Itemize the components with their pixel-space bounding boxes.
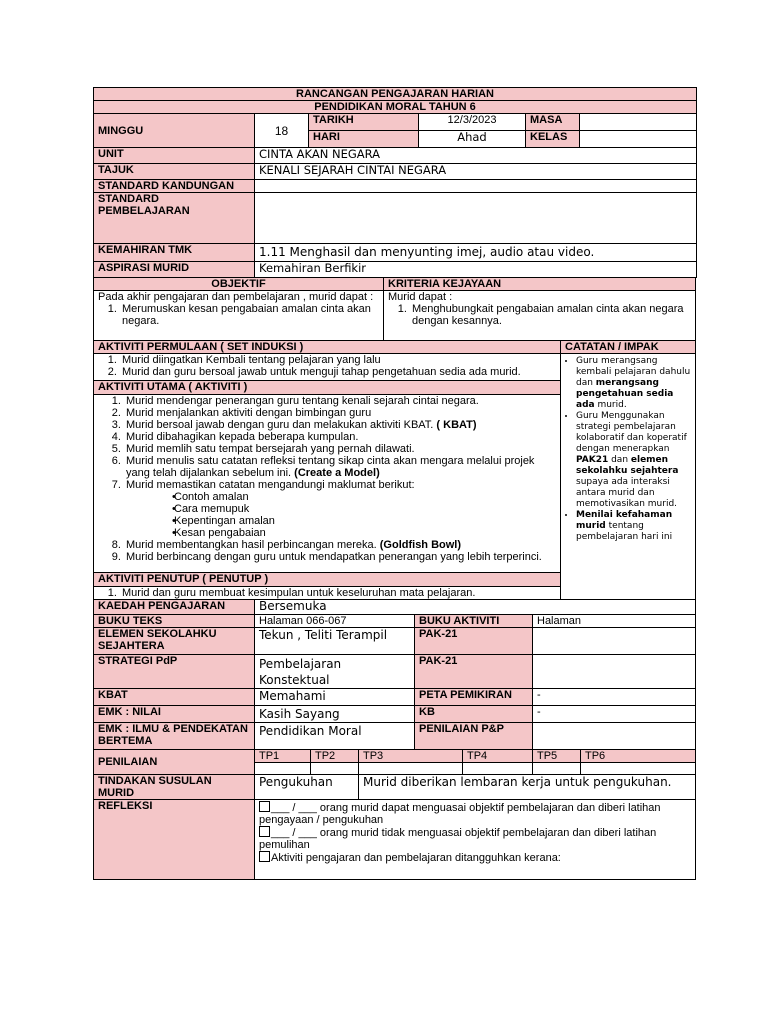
- tp1-value: [255, 763, 311, 775]
- unit-value: CINTA AKAN NEGARA: [255, 148, 697, 164]
- pak21-label-2: PAK-21: [415, 655, 533, 689]
- buku-aktiviti-value: Halaman: [533, 615, 696, 628]
- unit-label: UNIT: [94, 148, 255, 164]
- refleksi-content: [255, 800, 696, 880]
- utama-item-text: Murid menulis satu catatan refleksi tentang sikap cinta akan mengara melalui projek yang telah dijalankan sebelum ini.: [126, 455, 535, 479]
- standard-pembelajaran-label: STANDARD PEMBELAJARAN: [94, 193, 255, 244]
- buku-teks-label: BUKU TEKS: [94, 615, 255, 628]
- penutup-item: 1. Murid dan guru membuat kesimpulan untuk keseluruhan mata pelajaran.: [120, 587, 556, 599]
- tp2-value: [311, 763, 359, 775]
- buku-teks-value: Halaman 066-067: [255, 615, 415, 628]
- lesson-plan-document: [93, 87, 696, 880]
- utama-subitem: • Contoh amalan: [100, 491, 556, 503]
- tindakan-susulan-value: Pengukuhan: [255, 775, 359, 800]
- utama-item: 5. Murid memlih satu tempat bersejarah yang pernah dilawati.: [124, 443, 556, 455]
- standard-kandungan-label: STANDARD KANDUNGAN: [94, 180, 255, 193]
- catatan-content: [561, 354, 696, 600]
- pak21-value-2: [533, 655, 696, 689]
- utama-subitem: • Kepentingan amalan: [100, 515, 556, 527]
- utama-item: 9. Murid berbincang dengan guru untuk mendapatkan penerangan yang lebih terperinci.: [124, 551, 556, 563]
- objektif-item: 1. Merumuskan kesan pengabaian amalan cinta akan negara.: [120, 303, 379, 327]
- kaedah-value: Bersemuka: [255, 600, 696, 615]
- aspirasi-murid-value: Kemahiran Berfikir: [255, 262, 697, 278]
- doc-title: RANCANGAN PENGAJARAN HARIAN: [94, 88, 697, 101]
- activities-content: [94, 354, 561, 600]
- tindakan-susulan-label: TINDAKAN SUSULAN MURID: [94, 775, 255, 800]
- utama-item-tag: (Goldfish Bowl): [376, 539, 462, 551]
- utama-list: [98, 395, 556, 563]
- utama-item: 2. Murid menjalankan aktiviti dengan bimbingan guru: [124, 407, 556, 419]
- kriteria-list: [388, 303, 691, 327]
- bottom-table: [93, 599, 696, 880]
- refleksi-label: REFLEKSI: [94, 800, 255, 880]
- utama-content: [94, 395, 560, 572]
- elemen-value: Tekun , Teliti Terampil: [255, 628, 415, 655]
- tp6-cell: TP6: [581, 750, 696, 763]
- utama-item-text: Murid membentangkan hasil perbincangan mereka.: [126, 539, 377, 551]
- objektif-table: [93, 277, 696, 341]
- utama-label: AKTIVITI UTAMA ( AKTIVITI ): [94, 380, 560, 395]
- permulaan-item: 2. Murid dan guru bersoal jawab untuk menguji tahap pengetahuan sedia ada murid.: [120, 366, 556, 378]
- kriteria-label: KRITERIA KEJAYAAN: [384, 278, 696, 291]
- utama-item-tag: (Create a Model): [291, 467, 380, 479]
- utama-item: [124, 419, 556, 431]
- minggu-label: MINGGU: [94, 114, 255, 148]
- aspirasi-murid-label: ASPIRASI MURID: [94, 262, 255, 278]
- checkbox-icon[interactable]: [259, 851, 270, 862]
- penilaian-pp-label: PENILAIAN P&P: [415, 723, 533, 750]
- hari-value: Ahad: [419, 131, 526, 148]
- checkbox-icon[interactable]: [259, 801, 270, 812]
- refleksi-line: [259, 826, 691, 851]
- tp5-cell: TP5: [533, 750, 581, 763]
- catatan-item: • Guru Menggunakan strategi pembelajaran kolaboratif dan koperatif dengan menerapkan PAK21 dan elemen sekolahku sejahtera supaya ada interaksi antara murid dan memotivasikan murid.: [576, 411, 692, 510]
- tp4-cell: TP4: [463, 750, 533, 763]
- peta-pemikiran-label: PETA PEMIKIRAN: [415, 689, 533, 706]
- tp3-value: [359, 763, 463, 775]
- tp2-cell: TP2: [311, 750, 359, 763]
- permulaan-label: AKTIVITI PERMULAAN ( SET INDUKSI ): [94, 341, 561, 354]
- emk-nilai-value: Kasih Sayang: [255, 706, 415, 723]
- refleksi-text: ___ / ___ orang murid dapat menguasai objektif pembelajaran dan diberi latihan pengayaan / pengukuhan: [259, 802, 661, 826]
- tp3-cell: TP3: [359, 750, 463, 763]
- objektif-content: [94, 291, 384, 341]
- elemen-label: ELEMEN SEKOLAHKU SEJAHTERA: [94, 628, 255, 655]
- catatan-list: [564, 356, 692, 543]
- refleksi-line: [259, 801, 691, 826]
- tindakan-susulan-detail: Murid diberikan lembaran kerja untuk pengukuhan.: [359, 775, 696, 800]
- penilaian-pp-value: [533, 723, 696, 750]
- utama-item-tag: ( KBAT): [433, 419, 477, 431]
- standard-pembelajaran-value: [255, 193, 697, 244]
- utama-item-text: Murid bersoal jawab dengan guru dan melakukan aktiviti KBAT.: [126, 419, 434, 431]
- masa-label: MASA: [526, 114, 580, 131]
- catatan-item: • Guru merangsang kembali pelajaran dahulu dan merangsang pengetahuan sedia ada murid.: [576, 356, 692, 411]
- catatan-label: CATATAN / IMPAK: [561, 341, 696, 354]
- kb-label: KB: [415, 706, 533, 723]
- kbat-label: KBAT: [94, 689, 255, 706]
- doc-subtitle: PENDIDIKAN MORAL TAHUN 6: [94, 101, 697, 114]
- penutup-list: [98, 587, 556, 599]
- utama-item: 4. Murid dibahagikan kepada beberapa kumpulan.: [124, 431, 556, 443]
- tp6-value: [581, 763, 696, 775]
- header-table: [93, 87, 697, 278]
- utama-item: [124, 479, 556, 539]
- strategi-label: STRATEGI PdP: [94, 655, 255, 689]
- utama-item: 1. Murid mendengar penerangan guru tentang kenali sejarah cintai negara.: [124, 395, 556, 407]
- peta-pemikiran-value: -: [533, 689, 696, 706]
- objektif-list: [98, 303, 379, 327]
- refleksi-line: [259, 851, 691, 864]
- masa-value: [580, 114, 697, 131]
- tarikh-value: 12/3/2023: [419, 114, 526, 131]
- pak21-label: PAK-21: [415, 628, 533, 655]
- kelas-value: [580, 131, 697, 148]
- kemahiran-tmk-value: 1.11 Menghasil dan menyunting imej, audio atau video.: [255, 244, 697, 262]
- utama-item: [124, 455, 556, 479]
- minggu-value: 18: [255, 114, 309, 148]
- objektif-intro: Pada akhir pengajaran dan pembelajaran , murid dapat :: [98, 291, 374, 303]
- tarikh-label: TARIKH: [309, 114, 419, 131]
- pak21-value: [533, 628, 696, 655]
- kbat-value: Memahami: [255, 689, 415, 706]
- utama-sublist: [100, 491, 556, 539]
- tajuk-value: KENALI SEJARAH CINTAI NEGARA: [255, 164, 697, 180]
- kriteria-item: 1. Menghubungkait pengabaian amalan cinta akan negara dengan kesannya.: [410, 303, 691, 327]
- kaedah-label: KAEDAH PENGAJARAN: [94, 600, 255, 615]
- tajuk-label: TAJUK: [94, 164, 255, 180]
- emk-ilmu-label: EMK : ILMU & PENDEKATAN BERTEMA: [94, 723, 255, 750]
- buku-aktiviti-label: BUKU AKTIVITI: [415, 615, 533, 628]
- utama-item: [124, 539, 556, 551]
- tp5-value: [533, 763, 581, 775]
- emk-ilmu-value: Pendidikan Moral: [255, 723, 415, 750]
- penutup-label: AKTIVITI PENUTUP ( PENUTUP ): [94, 572, 560, 587]
- utama-item-text: Murid memastikan catatan mengandungi maklumat berikut:: [126, 479, 415, 491]
- kb-value: -: [533, 706, 696, 723]
- kemahiran-tmk-label: KEMAHIRAN TMK: [94, 244, 255, 262]
- catatan-item: • Menilai kefahaman murid tentang pembelajaran hari ini: [576, 510, 692, 543]
- hari-label: HARI: [309, 131, 419, 148]
- refleksi-text: ___ / ___ orang murid tidak menguasai objektif pembelajaran dan diberi latihan pemulihan: [259, 827, 657, 851]
- utama-subitem: • Kesan pengabaian: [100, 527, 556, 539]
- kelas-label: KELAS: [526, 131, 580, 148]
- tp4-value: [463, 763, 533, 775]
- tp1-cell: TP1: [255, 750, 311, 763]
- aktiviti-table: [93, 340, 696, 600]
- permulaan-list: [98, 354, 556, 378]
- objektif-label: OBJEKTIF: [94, 278, 384, 291]
- penilaian-label: PENILAIAN: [94, 750, 255, 775]
- kriteria-intro: Murid dapat :: [388, 291, 453, 303]
- checkbox-icon[interactable]: [259, 826, 270, 837]
- strategi-value: Pembelajaran Konstektual: [255, 655, 415, 689]
- penutup-content: [94, 587, 560, 599]
- emk-nilai-label: EMK : NILAI: [94, 706, 255, 723]
- kriteria-content: [384, 291, 696, 341]
- permulaan-content: [94, 354, 560, 380]
- utama-subitem: • Cara memupuk: [100, 503, 556, 515]
- refleksi-text: Aktiviti pengajaran dan pembelajaran ditangguhkan kerana:: [271, 852, 561, 864]
- permulaan-item: 1. Murid diingatkan Kembali tentang pelajaran yang lalu: [120, 354, 556, 366]
- standard-kandungan-value: [255, 180, 697, 193]
